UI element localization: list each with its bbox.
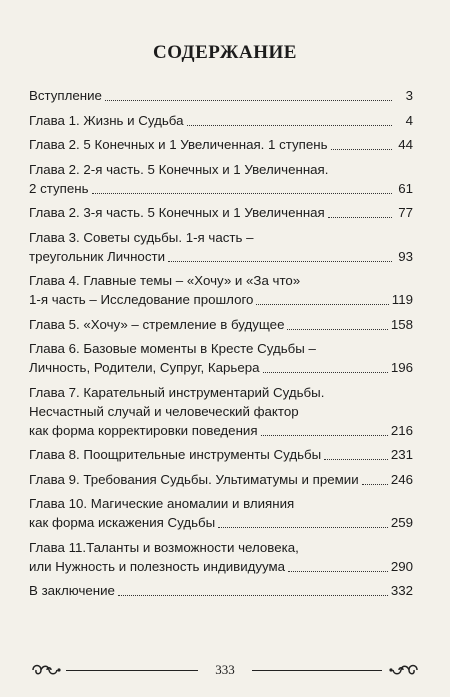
- toc-entry-line: Глава 7. Карательный инструментарий Судьбы.: [29, 384, 325, 400]
- toc-entry-line: как форма искажения Судьбы: [29, 515, 216, 530]
- toc-entry: [29, 339, 413, 377]
- toc-entry-line: Личность, Родители, Супруг, Карьера: [29, 360, 260, 375]
- toc-entry-line: Глава 8. Поощрительные инструменты Судьбы: [29, 447, 322, 462]
- toc-entry-line: Глава 5. «Хочу» – стремление в будущее: [29, 316, 285, 332]
- toc-entry-line: или Нужность и полезность индивидуума: [29, 558, 286, 574]
- toc-page-number: 77: [398, 205, 413, 220]
- dot-leader: [288, 570, 388, 572]
- toc-page-number: 216: [390, 422, 413, 438]
- dot-leader: [187, 124, 393, 126]
- toc-entry: [29, 228, 413, 266]
- toc-entry-line: Глава 2. 3-я часть. 5 Конечных и 1 Увеличенная: [29, 205, 325, 220]
- toc-entry: [29, 111, 413, 130]
- toc-entry: [29, 445, 413, 464]
- toc-entry-line: треугольник Личности: [29, 248, 165, 264]
- dot-leader: [118, 594, 388, 596]
- toc-entry-line: Глава 3. Советы судьбы. 1-я часть –: [29, 229, 254, 245]
- toc-entry-line: Глава 1. Жизнь и Судьба: [29, 112, 184, 128]
- toc-page-number: 332: [390, 583, 413, 598]
- dot-leader: [324, 458, 388, 460]
- toc-page-number: 3: [405, 88, 413, 103]
- footer-rule-right: [252, 670, 382, 671]
- toc-entry: [29, 271, 413, 309]
- toc-entry-line: Глава 9. Требования Судьбы. Ультиматумы и премии: [29, 471, 359, 487]
- page-number: 333: [215, 662, 235, 677]
- toc-page-number: 196: [390, 360, 413, 375]
- toc-page-number: 290: [390, 558, 413, 574]
- toc-entry: [29, 203, 413, 222]
- toc-entry-line: Глава 11.Таланты и возможности человека,: [29, 539, 299, 555]
- toc-entry-line: Глава 2. 2-я часть. 5 Конечных и 1 Увеличенная.: [29, 161, 329, 177]
- dot-leader: [331, 148, 392, 150]
- table-of-contents: [29, 86, 413, 606]
- toc-entry: [29, 86, 413, 105]
- toc-page-number: 61: [398, 180, 413, 196]
- toc-page-number: 259: [390, 515, 413, 530]
- right-ornament-icon: [386, 660, 420, 680]
- dot-leader: [218, 526, 388, 528]
- toc-entry-line: Вступление: [29, 88, 102, 103]
- toc-entry: [29, 383, 413, 440]
- toc-entry-line: Несчастный случай и человеческий фактор: [29, 403, 299, 419]
- toc-entry: [29, 315, 413, 334]
- toc-entry-line: 1-я часть – Исследование прошлого: [29, 292, 254, 307]
- toc-entry: [29, 160, 413, 198]
- toc-page-number: 246: [390, 471, 413, 487]
- toc-entry-line: В заключение: [29, 583, 115, 598]
- toc-entry: [29, 135, 413, 154]
- dot-leader: [105, 99, 392, 101]
- toc-entry-line: Глава 6. Базовые моменты в Кресте Судьбы –: [29, 341, 316, 356]
- dot-leader: [263, 371, 388, 373]
- toc-entry: [29, 538, 413, 576]
- dot-leader: [168, 260, 392, 262]
- toc-entry: [29, 470, 413, 489]
- toc-entry-line: как форма корректировки поведения: [29, 422, 258, 438]
- page-title: СОДЕРЖАНИЕ: [153, 42, 297, 63]
- toc-page-number: 44: [398, 137, 413, 152]
- dot-leader: [261, 434, 388, 436]
- toc-entry: [29, 581, 413, 600]
- toc-page-number: 4: [405, 112, 413, 128]
- dot-leader: [256, 303, 388, 305]
- dot-leader: [92, 192, 393, 194]
- toc-page-number: 93: [398, 248, 413, 264]
- toc-entry: [29, 494, 413, 532]
- dot-leader: [287, 328, 387, 330]
- page-footer: [30, 658, 420, 684]
- toc-entry-line: Глава 4. Главные темы – «Хочу» и «За что»: [29, 273, 301, 288]
- dot-leader: [328, 216, 392, 218]
- toc-entry-line: Глава 10. Магические аномалии и влияния: [29, 496, 295, 511]
- dot-leader: [362, 483, 388, 485]
- toc-page-number: 158: [390, 316, 413, 332]
- toc-page-number: 119: [391, 292, 413, 307]
- toc-page-number: 231: [390, 447, 413, 462]
- toc-entry-line: Глава 2. 5 Конечных и 1 Увеличенная. 1 ступень: [29, 137, 328, 152]
- toc-entry-line: 2 ступень: [29, 180, 89, 196]
